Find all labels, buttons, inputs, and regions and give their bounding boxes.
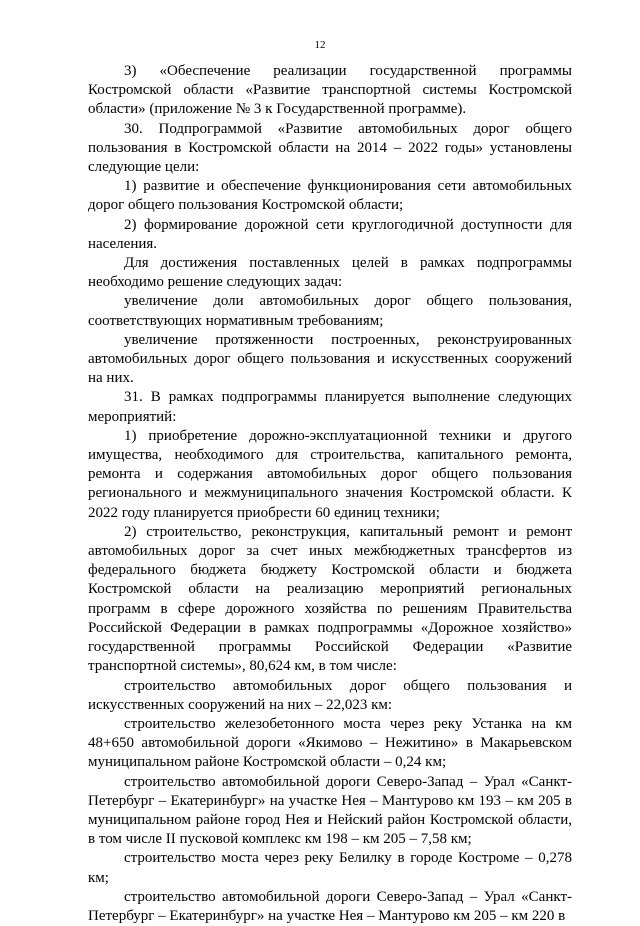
page-number: 12	[314, 39, 326, 51]
paragraph-road-neya-205-220: строительство автомобильной дороги Северо-Запад – Урал «Санкт-Петербург – Екатеринбург» на участке Нея – Мантурово км 205 – км 220 в	[88, 888, 572, 924]
paragraph-goal-1: 1) развитие и обеспечение функционирования сети автомобильных дорог общего пользования Костромской области;	[88, 178, 572, 214]
paragraph-construction-total: строительство автомобильных дорог общего пользования и искусственных сооружений на них – 22,023 км:	[88, 677, 572, 713]
paragraph-task-1: увеличение доли автомобильных дорог общего пользования, соответствующих нормативным требованиям;	[88, 293, 572, 329]
paragraph-task-2: увеличение протяженности построенных, реконструированных автомобильных дорог общего пользования и искусственных сооружений на них.	[88, 331, 572, 387]
paragraph-tasks-intro: Для достижения поставленных целей в рамках подпрограммы необходимо решение следующих задач:	[88, 255, 572, 291]
paragraph-goal-2: 2) формирование дорожной сети круглогодичной доступности для населения.	[88, 216, 572, 252]
paragraph-bridge-belilka: строительство моста через реку Белилку в городе Костроме – 0,278 км;	[88, 850, 572, 886]
paragraph-30-subprogram-goals: 30. Подпрограммой «Развитие автомобильных дорог общего пользования в Костромской области на 2014 – 2022 годы» установлены следующие цели:	[88, 120, 572, 176]
paragraph-goals-program-3: 3) «Обеспечение реализации государственной программы Костромской области «Развитие транспортной системы Костромской области» (приложение № 3 к Государственной программе).	[88, 63, 572, 118]
paragraph-measure-1: 1) приобретение дорожно-эксплуатационной техники и другого имущества, необходимого для строительства, капитального ремонта, ремонта и содержания автомобильных дорог общего пользования регионального и межмуниципального значения Костромской области. К 2022 году планируется приобрести 60 единиц техники;	[88, 427, 572, 521]
paragraph-bridge-ustanka: строительство железобетонного моста через реку Устанка на км 48+650 автомобильной дороги «Якимово – Нежитино» в Макарьевском муниципальном районе Костромской области – 0,24 км;	[88, 715, 572, 771]
document-body	[88, 62, 572, 926]
paragraph-31-measures: 31. В рамках подпрограммы планируется выполнение следующих мероприятий:	[88, 389, 572, 425]
paragraph-measure-2: 2) строительство, реконструкция, капитальный ремонт и ремонт автомобильных дорог за счет иных межбюджетных трансфертов из федерального бюджета бюджету Костромской области и бюджета Костромской области на реализацию мероприятий региональных программ в сфере дорожного хозяйства по решениям Правительства Российской Федерации в рамках подпрограммы «Дорожное хозяйство» государственной программы Российской Федерации «Развитие транспортной системы», 80,624 км, в том числе:	[88, 523, 572, 675]
paragraph-road-neya-193-205: строительство автомобильной дороги Северо-Запад – Урал «Санкт-Петербург – Екатеринбург» на участке Нея – Мантурово км 193 – км 205 в муниципальном районе город Нея и Нейский район Костромской области, в том числе II пусковой комплекс км 198 – км 205 – 7,58 км;	[88, 773, 572, 848]
